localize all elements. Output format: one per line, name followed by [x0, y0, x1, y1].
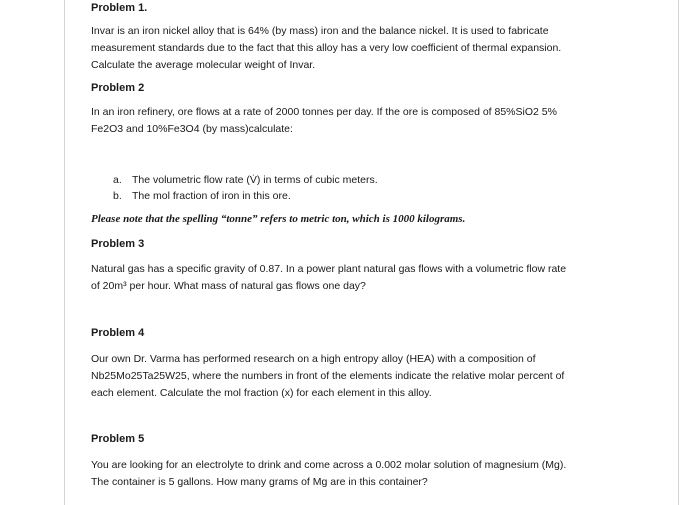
problem-2-line: Fe2O3 and 10%Fe3O4 (by mass)calculate: [91, 123, 293, 135]
problem-1-line: Calculate the average molecular weight of Invar. [91, 59, 316, 71]
problem-4-line: Our own Dr. Varma has performed research on a high entropy alloy (HEA) with a composition of [91, 353, 536, 365]
problem-1-heading: Problem 1. [91, 2, 148, 14]
list-marker: b. [113, 190, 122, 202]
tonne-note: Please note that the spelling “tonne” refers to metric ton, which is 1000 kilograms. [91, 213, 466, 225]
problem-3-line: of 20m³ per hour. What mass of natural gas flows one day? [91, 280, 366, 292]
problem-1-line: measurement standards due to the fact that this alloy has a very low coefficient of thermal expansion. [91, 42, 562, 54]
page-right-border [678, 0, 679, 505]
problem-4-heading: Problem 4 [91, 327, 145, 339]
problem-2-item-b [113, 190, 291, 202]
list-marker: a. [113, 174, 122, 186]
problem-4-line: each element. Calculate the mol fraction (x) for each element in this alloy. [91, 387, 432, 399]
problem-5-line: The container is 5 gallons. How many grams of Mg are in this container? [91, 476, 428, 488]
problem-2-text [91, 104, 557, 138]
problem-3-heading: Problem 3 [91, 238, 145, 250]
problem-3-line: Natural gas has a specific gravity of 0.87. In a power plant natural gas flows with a volumetric flow rate [91, 263, 567, 275]
problem-4-line: Nb25Mo25Ta25W25, where the numbers in front of the elements indicate the relative molar percent of [91, 370, 565, 382]
page-left-border [64, 0, 65, 505]
problem-2-heading: Problem 2 [91, 82, 145, 94]
list-item-text: The volumetric flow rate (V̇) in terms of cubic meters. [132, 174, 378, 186]
problem-5-text [91, 457, 566, 491]
problem-2-item-a [113, 174, 378, 186]
problem-5-heading: Problem 5 [91, 433, 145, 445]
problem-5-line: You are looking for an electrolyte to drink and come across a 0.002 molar solution of magnesium (Mg). [91, 459, 567, 471]
problem-1-line: Invar is an iron nickel alloy that is 64% (by mass) iron and the balance nickel. It is used to fabricate [91, 25, 549, 37]
problem-2-line: In an iron refinery, ore flows at a rate of 2000 tonnes per day. If the ore is composed of 85%SiO2 5% [91, 106, 557, 118]
problem-1-text [91, 23, 561, 74]
problem-3-text [91, 261, 566, 295]
list-item-text: The mol fraction of iron in this ore. [132, 190, 291, 202]
problem-4-text [91, 351, 564, 402]
